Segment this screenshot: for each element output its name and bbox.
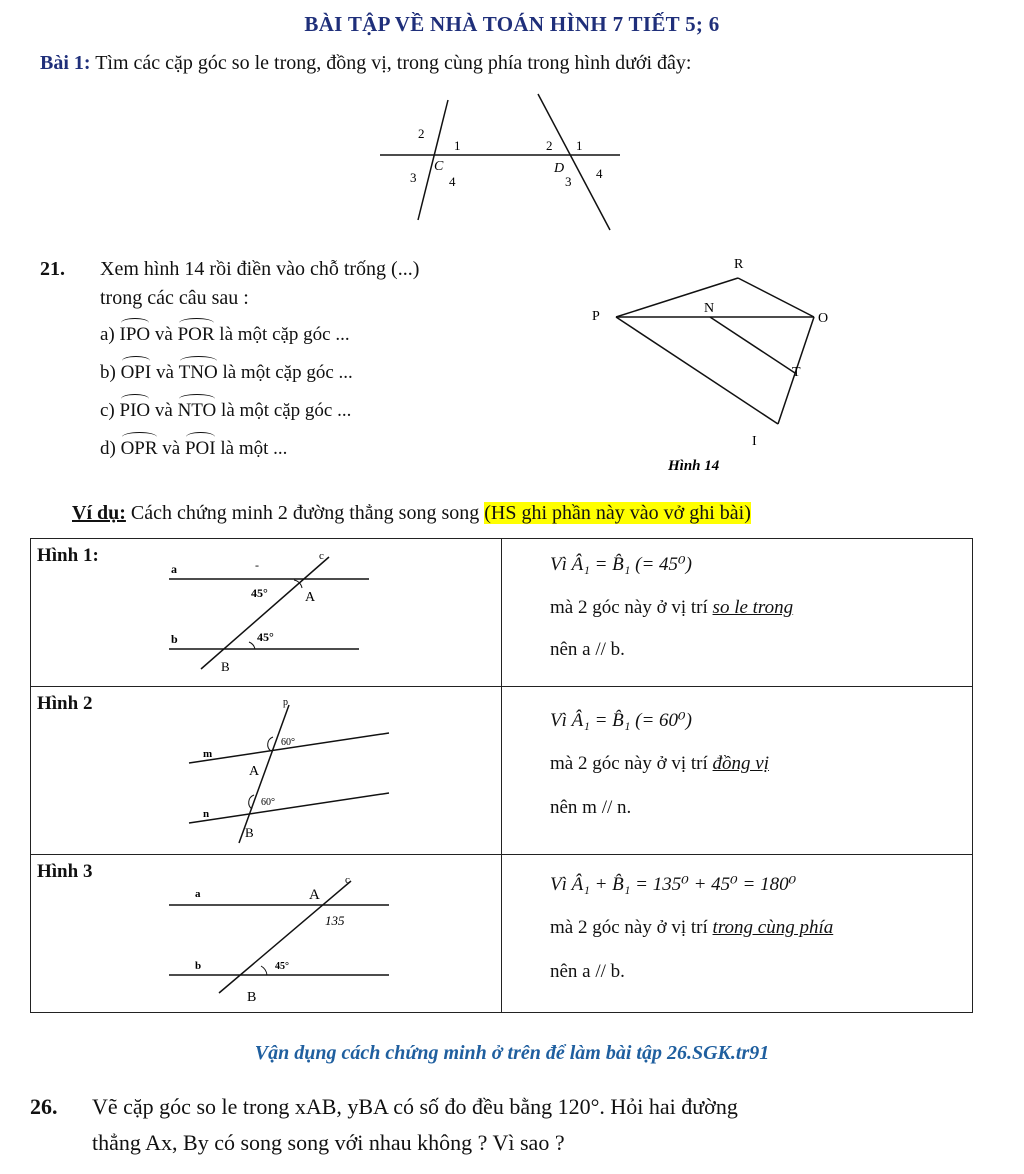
table-row: [31, 855, 973, 1013]
proof-1-line3: nên a // b.: [550, 639, 625, 660]
option-rest: là một cặp góc ...: [219, 324, 350, 345]
label-n: n: [203, 808, 210, 820]
figure-1: [159, 547, 379, 677]
label-dash: -: [255, 558, 259, 572]
label-angle-b: 45°: [257, 630, 274, 644]
option-rest: là một cặp góc ...: [222, 362, 353, 383]
figure-3: [159, 863, 399, 1008]
angle-2: TNO: [179, 356, 218, 384]
option-rest: là một cặp góc ...: [221, 400, 352, 421]
line-c: [219, 881, 351, 993]
option-letter: b): [100, 362, 116, 383]
figure-cell-1: [31, 539, 502, 687]
exercise-1-label: Bài 1:: [40, 52, 91, 74]
figure-14: [580, 250, 840, 480]
label-angle-b: 60°: [261, 797, 275, 808]
label-c: c: [319, 550, 324, 562]
angle-d-1: 1: [576, 138, 583, 153]
figure-14-caption: Hình 14: [668, 458, 720, 474]
label-b: b: [195, 960, 202, 972]
proof-1-term: so le trong: [712, 597, 794, 618]
angle-1: OPR: [121, 432, 158, 460]
proof-1-line2: [550, 597, 793, 619]
label-point-a: A: [249, 764, 260, 779]
line-c: [201, 557, 329, 669]
angle-c-1: 1: [454, 138, 461, 153]
question-21-option-c: [100, 394, 351, 422]
example-text: Cách chứng minh 2 đường thẳng song song: [125, 502, 485, 524]
label-angle-a: 60°: [281, 737, 295, 748]
point-i: I: [752, 434, 757, 449]
question-26-line2: thẳng Ax, By có song song với nhau không ? Vì sao ?: [92, 1130, 565, 1155]
transversal-d: [538, 94, 610, 230]
proof-2-line3: nên m // n.: [550, 797, 632, 818]
point-r: R: [734, 257, 744, 272]
angle-c-2: 2: [418, 126, 425, 141]
conjunction: và: [154, 400, 173, 421]
figure-2: [159, 695, 399, 845]
label-point-b: B: [221, 659, 230, 674]
table-row: [31, 539, 973, 687]
option-letter: c): [100, 400, 115, 421]
point-p: P: [592, 309, 600, 324]
angle-arc-b: [261, 966, 267, 975]
label-point-a: A: [305, 590, 316, 605]
label-point-b: B: [245, 825, 254, 840]
figure-1-label: Hình 1:: [37, 545, 99, 566]
exercise-1-text: Tìm các cặp góc so le trong, đồng vị, trong cùng phía trong hình dưới đây:: [95, 52, 692, 74]
angle-c-4: 4: [449, 174, 456, 189]
angle-1: OPI: [121, 356, 152, 384]
example-highlight: (HS ghi phần này vào vở ghi bài): [484, 502, 751, 524]
label-point-a: A: [309, 887, 320, 903]
question-21-line2: trong các câu sau :: [100, 287, 249, 309]
figure-2-label: Hình 2: [37, 693, 93, 714]
option-letter: d): [100, 438, 116, 459]
proof-cell-2: [502, 687, 973, 855]
conjunction: và: [155, 362, 174, 383]
line-nt: [710, 317, 795, 373]
proof-2-line1: Vì Â₁ = B̂₁ (= 60⁰): [550, 710, 692, 731]
question-21-option-d: [100, 432, 287, 460]
figure-cell-2: [31, 687, 502, 855]
example-label: Ví dụ:: [72, 502, 126, 524]
option-letter: a): [100, 324, 115, 345]
question-26-number: 26.: [30, 1094, 58, 1119]
example-heading: [72, 502, 751, 525]
angle-2: POI: [185, 432, 216, 460]
proof-3-line1: Vì Â₁ + B̂₁ = 135⁰ + 45⁰ = 180⁰: [550, 874, 797, 895]
question-26-line1: Vẽ cặp góc so le trong xAB, yBA có số đo đều bằng 120°. Hỏi hai đường: [92, 1094, 738, 1119]
angle-d-2: 2: [546, 138, 553, 153]
label-point-b: B: [247, 990, 257, 1005]
question-21-line1: Xem hình 14 rồi điền vào chỗ trống (...): [100, 258, 420, 280]
page-title: BÀI TẬP VỀ NHÀ TOÁN HÌNH 7 TIẾT 5; 6: [304, 12, 720, 36]
angle-arc-b: [249, 642, 255, 649]
angle-2: NTO: [178, 394, 217, 422]
proof-3-line3: nên a // b.: [550, 961, 625, 982]
figure-3-label: Hình 3: [37, 861, 93, 882]
angle-c-3: 3: [410, 170, 417, 185]
example-table: [30, 538, 973, 1013]
label-b: b: [171, 632, 178, 646]
label-m: m: [203, 748, 213, 760]
label-c: c: [345, 874, 350, 886]
proof-2-term: đồng vị: [712, 753, 770, 774]
exercise-1: [40, 52, 692, 75]
conjunction: và: [162, 438, 181, 459]
point-t: T: [792, 365, 801, 380]
proof-3-prefix: mà 2 góc này ở vị trí: [550, 917, 713, 938]
figure-cell-3: [31, 855, 502, 1013]
angle-1: PIO: [120, 394, 151, 422]
proof-1-prefix: mà 2 góc này ở vị trí: [550, 597, 713, 618]
option-rest: là một ...: [220, 438, 288, 459]
angle-d-3: 3: [565, 174, 572, 189]
question-21-option-b: [100, 356, 353, 384]
line-ro: [738, 278, 814, 317]
point-d: D: [554, 161, 565, 176]
point-c: C: [434, 159, 444, 174]
label-angle-a: 45°: [251, 586, 268, 600]
angle-2: POR: [178, 318, 215, 346]
question-21-option-a: [100, 318, 350, 346]
label-angle-b: 45°: [275, 961, 289, 972]
proof-2-prefix: mà 2 góc này ở vị trí: [550, 753, 713, 774]
angle-d-4: 4: [596, 166, 603, 181]
angle-1: IPO: [120, 318, 151, 346]
transversal-c: [418, 100, 448, 220]
proof-cell-3: [502, 855, 973, 1013]
exercise-1-figure: [370, 92, 630, 232]
question-21-number: 21.: [40, 258, 65, 280]
proof-2-line2: [550, 753, 769, 775]
proof-3-line2: [550, 917, 833, 939]
line-pr: [616, 278, 738, 317]
proof-1-line1: Vì Â₁ = B̂₁ (= 45⁰): [550, 554, 692, 575]
point-n: N: [704, 301, 715, 316]
label-angle-a: 135: [325, 913, 345, 928]
line-n: [189, 793, 389, 823]
apply-note: Vận dụng cách chứng minh ở trên để làm bài tập 26.SGK.tr91: [254, 1042, 770, 1064]
conjunction: và: [154, 324, 173, 345]
label-a: a: [171, 562, 177, 576]
line-pi: [616, 317, 778, 424]
angle-arc-a: [268, 737, 273, 751]
line-p: [239, 705, 289, 843]
point-o: O: [818, 311, 829, 326]
proof-3-term: trong cùng phía: [712, 917, 834, 938]
table-row: [31, 687, 973, 855]
proof-cell-1: [502, 539, 973, 687]
label-a: a: [195, 888, 201, 900]
label-p: p: [283, 697, 288, 708]
